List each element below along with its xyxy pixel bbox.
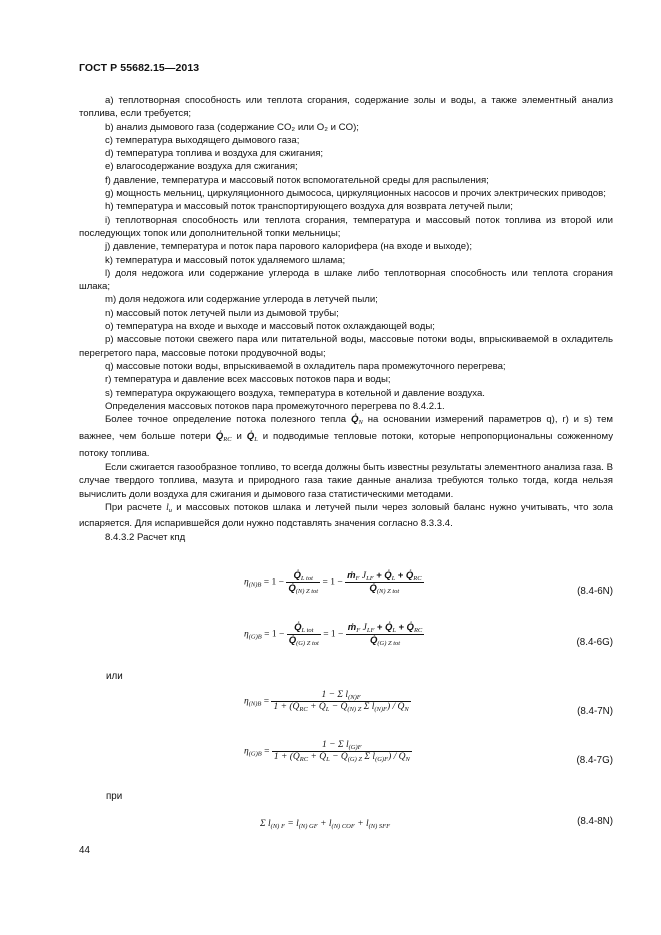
symbol-l-u: l bbox=[166, 503, 169, 514]
fraction-loss-ratio: $\frac{Q̇_{L tot}}{Q̇_{(N) Z tot}}$ bbox=[288, 570, 319, 595]
symbol-q-l: Q̇ bbox=[246, 431, 255, 443]
efficiency-fraction: $\frac{1 - \Sigma l_{(G)F}}{1 + (Q̇_{RC} + Q̇_L - Q̇_{(G) Z} \Sigma l_{(G)F}) / Q̇_N}$ bbox=[273, 740, 410, 763]
symbol-q-n: Q̇ bbox=[351, 414, 359, 426]
fraction-loss-components: $\frac{ṁ_F J_{LF} + Q̇_L + Q̇_{RC}}{Q̇_{(N) Z tot}}$ bbox=[347, 570, 422, 595]
list-item-l: l) доля недожога или содержание углерода в шлаке либо теплотворная способность или теплота сгорания шлака; bbox=[79, 267, 613, 293]
list-item-i: i) теплотворная способность или теплота сгорания, температура и массовый поток топлива из второй или последующих топок или дополнительной топки мельницы; bbox=[79, 214, 613, 239]
document-header: ГОСТ Р 55682.15—2013 bbox=[79, 62, 200, 74]
equation-8-4-7N: $\eta_{(N)B}$ = $\frac{1 - \Sigma l_{(N)F}}{1 + (Q̇_{RC} + Q̇_L - Q̇_{(N) Z} \Sigma l_{(N)F}) / Q̇_N}$ bbox=[244, 690, 409, 713]
equation-number: (8.4-6N) bbox=[577, 586, 613, 597]
list-item-e: e) влагосодержание воздуха для сжигания; bbox=[105, 161, 298, 173]
connector-or: или bbox=[106, 671, 123, 682]
equation-8-4-6N: $\eta_{(N)B} = 1$ − $\frac{Q̇_{L tot}}{Q̇_{(N) Z tot}}$ = 1 − $\frac{ṁ_F J_{LF} + Q̇_L + Q̇_{RC}}{Q̇_{(N) Z tot}}$ bbox=[244, 570, 422, 595]
body-text bbox=[79, 94, 613, 544]
list-item-q: q) массовые потоки воды, впрыскиваемой в охладитель пара промежуточного перегрева; bbox=[105, 360, 506, 372]
list-item-p: p) массовые потоки свежего пара или питательной воды, массовые потоки воды, впрыскиваемой в охладитель перегретого пара, массовые потоки продувочной воды; bbox=[79, 334, 613, 359]
equation-number: (8.4-8N) bbox=[577, 816, 613, 827]
list-item-j: j) давление, температура и поток пара парового калорифера (на входе и выходе); bbox=[105, 241, 472, 253]
paragraph-heat-flow: Более точное определение потока полезного тепла $Q̇_N$ на основании измерений параметров q), r) и s) тем важнее, чем больше потери $Q̇_{RC}$ и $Q̇_L$ и подводимые тепловые потоки, которые непропорциональны сожженному потоку топлива. bbox=[79, 414, 614, 460]
equation-8-4-7G: $\eta_{(G)B}$ = $\frac{1 - \Sigma l_{(G)F}}{1 + (Q̇_{RC} + Q̇_L - Q̇_{(G) Z} \Sigma l_{(G)F}) / Q̇_N}$ bbox=[244, 740, 410, 763]
list-item-b: b) анализ дымового газа (содержание CO₂ или O₂ и CO); bbox=[105, 121, 359, 133]
list-item-c: c) температура выходящего дымового газа; bbox=[105, 134, 300, 146]
equation-number: (8.4-7G) bbox=[576, 755, 613, 766]
equation-8-4-8N: Σ $l_{(N) F} = l_{(N) GF} + l_{(N) COF} + l_{(N) SFF}$ bbox=[260, 819, 391, 830]
symbol-q-rc: Q̇ bbox=[215, 431, 224, 443]
list-item-f: f) давление, температура и массовый поток вспомогательной среды для распыления; bbox=[105, 174, 489, 186]
list-item-o: o) температура на входе и выходе и массовый поток охлаждающей воды; bbox=[105, 321, 435, 333]
fraction-loss-ratio: $\frac{Q̇_{L tot}}{Q̇_{(G) Z tot}}$ bbox=[288, 622, 319, 647]
fraction-loss-components: $\frac{ṁ_F J_{LF} + Q̇_L + Q̇_{RC}}{Q̇_{(G) Z tot}}$ bbox=[347, 622, 423, 647]
connector-at: при bbox=[106, 791, 123, 802]
list-item-m: m) доля недожога или содержание углерода в летучей пыли; bbox=[105, 294, 378, 306]
list-item-r: r) температура и давление всех массовых потоков пара и воды; bbox=[105, 374, 391, 386]
equation-number: (8.4-6G) bbox=[576, 637, 613, 648]
list-item-g: g) мощность мельниц, циркуляционного дымососа, циркуляционных насосов и прочих электрических приводов; bbox=[105, 188, 606, 200]
list-item-h: h) температура и массовый поток транспортирующего воздуха для возврата летучей пыли; bbox=[105, 201, 513, 213]
list-item-n: n) массовый поток летучей пыли из дымовой трубы; bbox=[105, 307, 339, 319]
paragraph-ash-balance: При расчете $l_u$ и массовых потоков шлака и летучей пыли через золовый баланс нужно учитывать, что зола испаряется. Для испарившейся доли нужно подставлять значения согласно 8.3.3.4. bbox=[79, 502, 613, 530]
reheat-definition: Определения массовых потоков пара промежуточного перегрева по 8.4.2.1. bbox=[105, 400, 445, 412]
list-item-d: d) температура топлива и воздуха для сжигания; bbox=[105, 148, 324, 160]
list-item-k: k) температура и массовый поток удаляемого шлама; bbox=[105, 254, 346, 266]
equation-number: (8.4-7N) bbox=[577, 706, 613, 717]
page-number: 44 bbox=[79, 845, 90, 856]
section-title: 8.4.3.2 Расчет кпд bbox=[105, 531, 186, 543]
list-item-a: a) теплотворная способность или теплота сгорания, содержание золы и воды, а также элементный анализ топлива, если требуется; bbox=[79, 95, 613, 120]
list-item-s: s) температура окружающего воздуха, температура в котельной и давление воздуха. bbox=[105, 387, 485, 399]
paragraph-gas-fuel: Если сжигается газообразное топливо, то всегда должны быть известны результаты элементного анализа газа. В случае твердого топлива, мазута и природного газа такие данные анализа требуются только тогда, когда нельзя вычислить доли воздуха для сжигания и дымового газа статистическими методами. bbox=[79, 462, 613, 500]
equation-8-4-6G: $\eta_{(G)B} = 1$ − $\frac{Q̇_{L tot}}{Q̇_{(G) Z tot}}$ = 1 − $\frac{ṁ_F J_{LF} + Q̇_L + Q̇_{RC}}{Q̇_{(G) Z tot}}$ bbox=[244, 622, 423, 647]
efficiency-fraction: $\frac{1 - \Sigma l_{(N)F}}{1 + (Q̇_{RC} + Q̇_L - Q̇_{(N) Z} \Sigma l_{(N)F}) / Q̇_N}$ bbox=[273, 690, 409, 713]
